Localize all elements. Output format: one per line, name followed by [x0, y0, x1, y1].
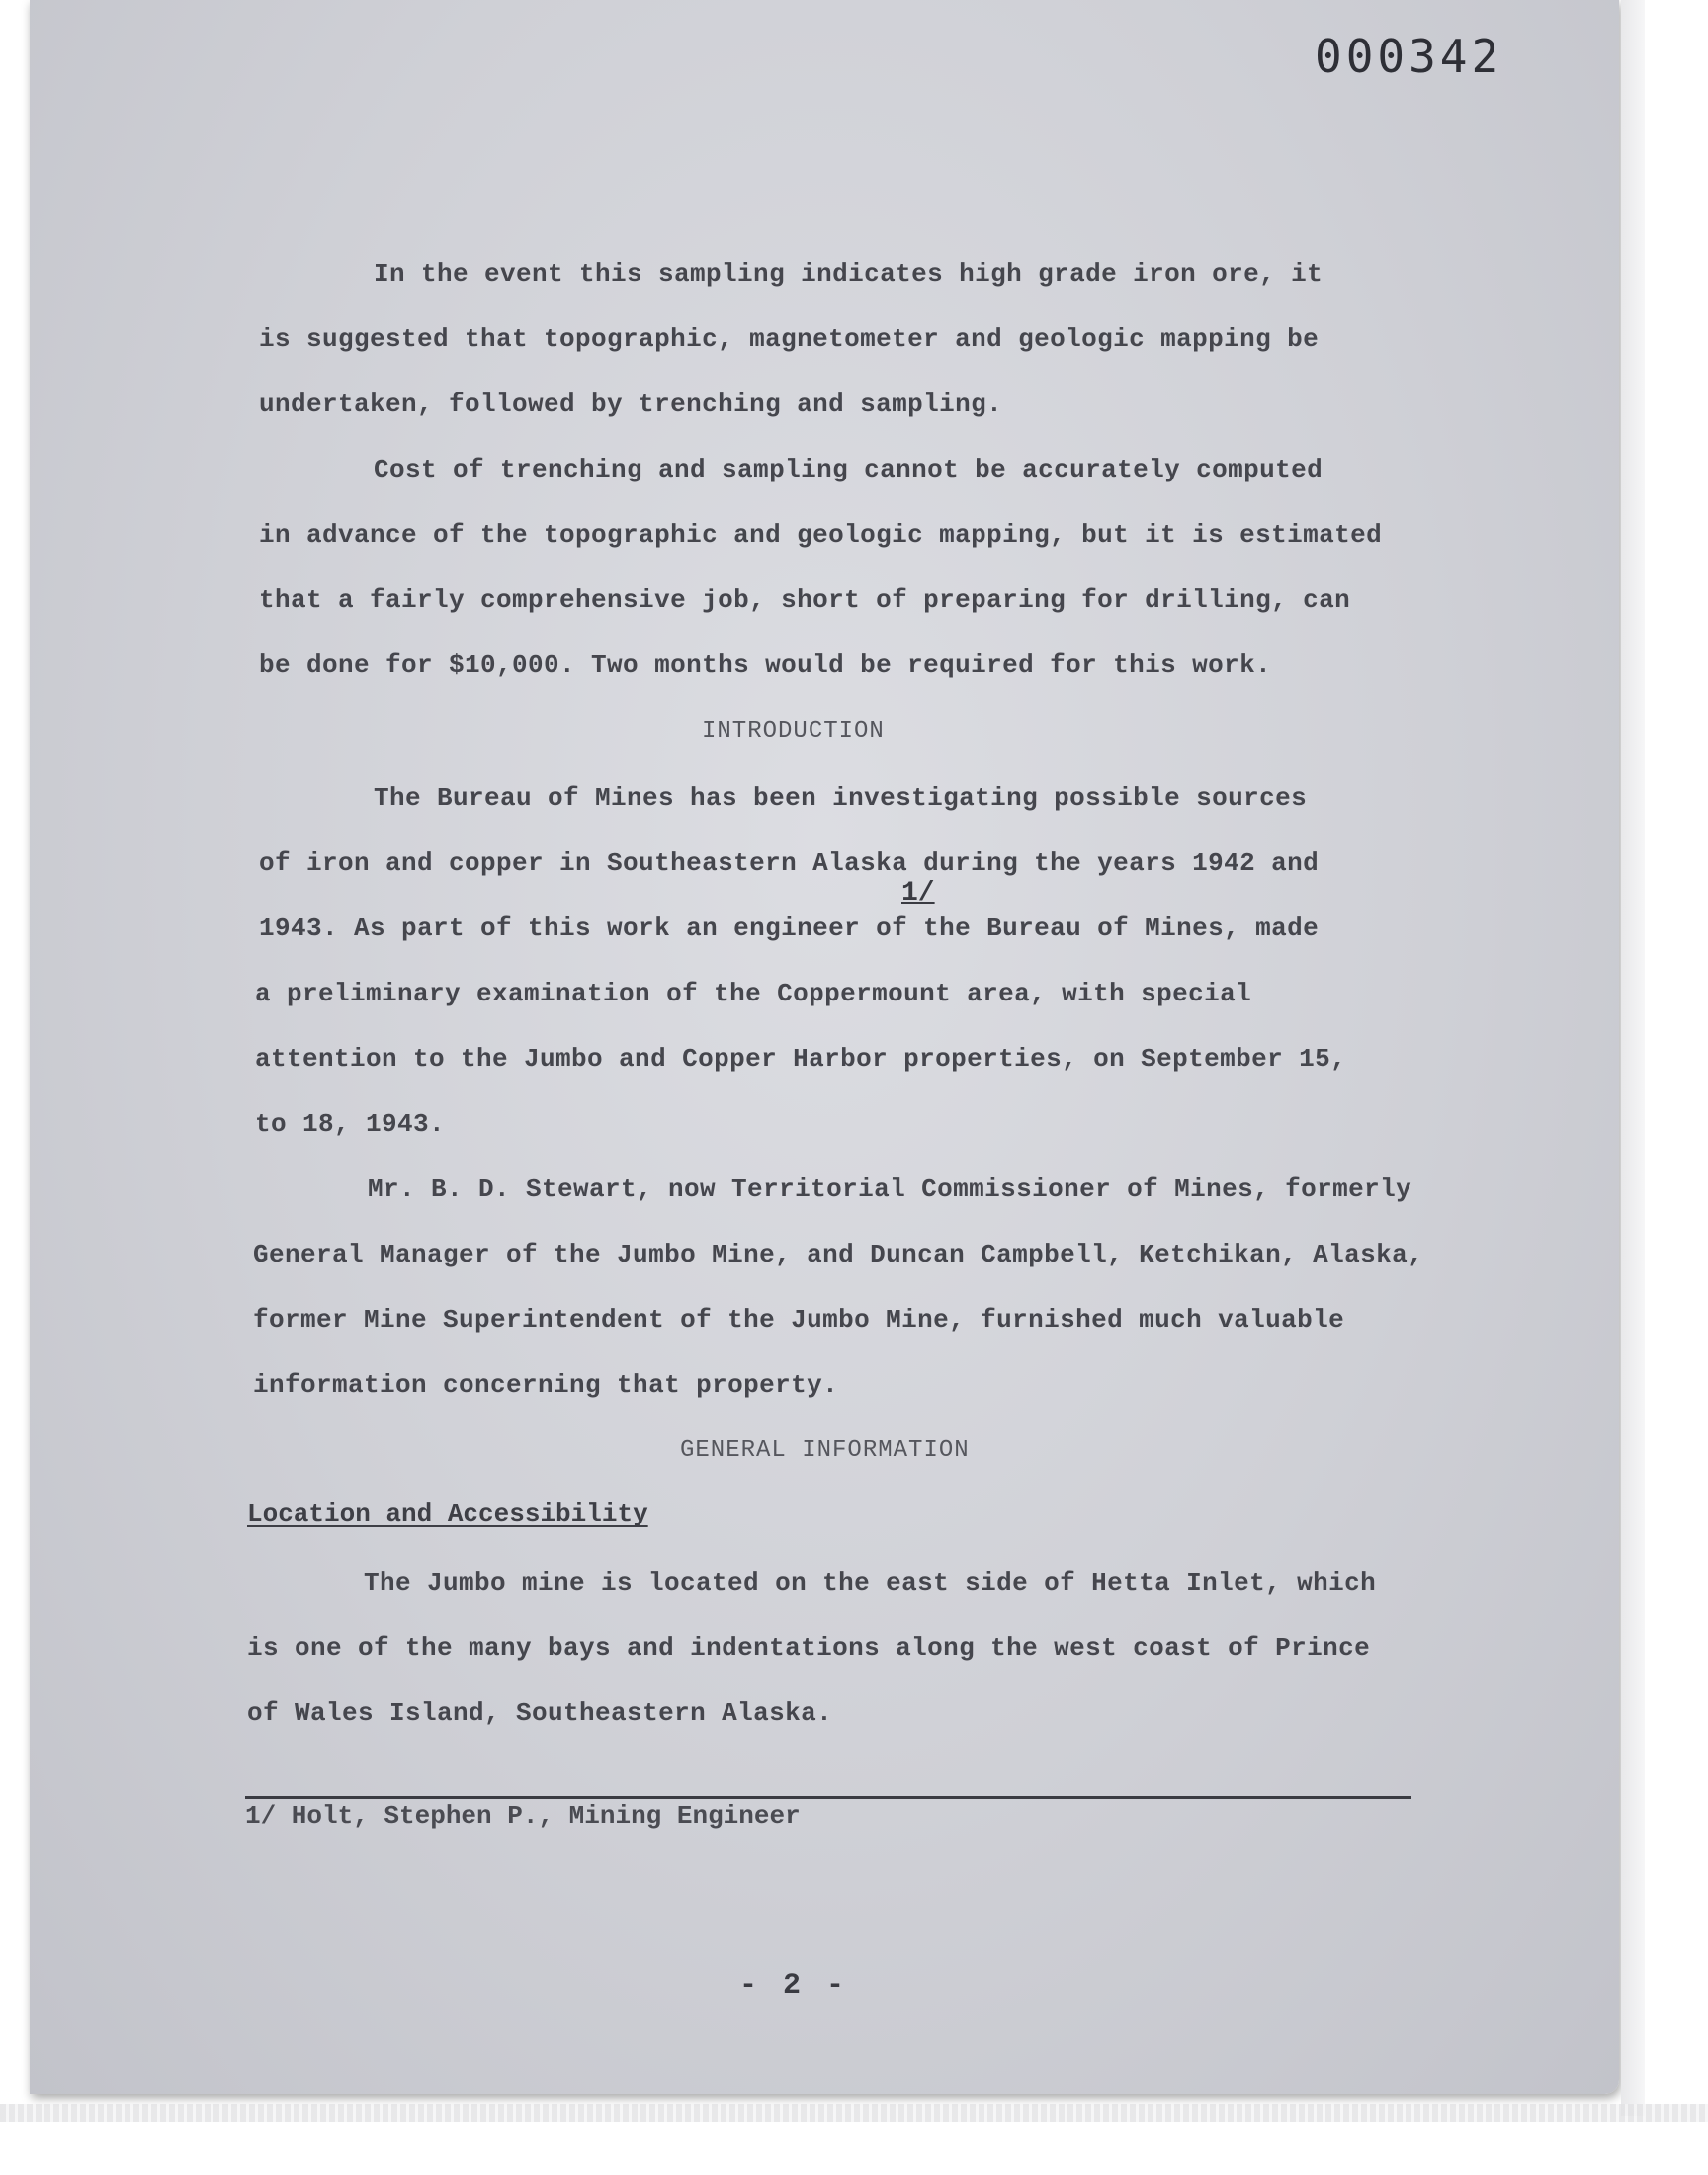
- introduction-p1-line-2: of iron and copper in Southeastern Alaska during the years 1942 and: [259, 848, 1320, 878]
- introduction-p2-line-1: Mr. B. D. Stewart, now Territorial Commissioner of Mines, formerly: [368, 1174, 1412, 1204]
- introduction-p1-line-3: 1943. As part of this work an engineer of the Bureau of Mines, made: [259, 914, 1320, 943]
- location-p-line-1: The Jumbo mine is located on the east side of Hetta Inlet, which: [364, 1568, 1377, 1598]
- introduction-p2-line-3: former Mine Superintendent of the Jumbo Mine, furnished much valuable: [253, 1305, 1345, 1335]
- page-number: - 2 -: [739, 1969, 849, 2003]
- page-id: 000342: [1315, 30, 1503, 83]
- intro-p1-line-3: undertaken, followed by trenching and sampling.: [259, 390, 1003, 419]
- location-p-line-2: is one of the many bays and indentations along the west coast of Prince: [247, 1633, 1371, 1663]
- intro-p2-line-3: that a fairly comprehensive job, short of preparing for drilling, can: [259, 585, 1351, 615]
- introduction-p1-line-1: The Bureau of Mines has been investigating possible sources: [374, 783, 1308, 813]
- introduction-p2-line-4: information concerning that property.: [253, 1370, 839, 1400]
- intro-p1-line-1: In the event this sampling indicates high grade iron ore, it: [374, 259, 1324, 289]
- introduction-p1-line-4: a preliminary examination of the Coppermount area, with special: [255, 979, 1252, 1008]
- introduction-p1-line-5: attention to the Jumbo and Copper Harbor properties, on September 15,: [255, 1044, 1347, 1074]
- intro-p2-line-2: in advance of the topographic and geologic mapping, but it is estimated: [259, 520, 1383, 550]
- introduction-p2-line-2: General Manager of the Jumbo Mine, and Duncan Campbell, Ketchikan, Alaska,: [253, 1240, 1424, 1269]
- intro-p2-line-1: Cost of trenching and sampling cannot be accurately computed: [374, 455, 1324, 484]
- footnote-reference: 1/: [901, 878, 935, 909]
- introduction-p1-line-6: to 18, 1943.: [255, 1109, 446, 1139]
- section-heading-introduction: INTRODUCTION: [702, 718, 885, 744]
- scan-margin: [1621, 0, 1645, 2116]
- footnote-rule: [245, 1796, 1411, 1799]
- section-heading-general-information: GENERAL INFORMATION: [680, 1437, 970, 1464]
- scan-edge: [0, 2104, 1708, 2122]
- subsection-heading-location: Location and Accessibility: [247, 1499, 648, 1528]
- intro-p2-line-4: be done for $10,000. Two months would be required for this work.: [259, 651, 1272, 680]
- location-p-line-3: of Wales Island, Southeastern Alaska.: [247, 1698, 833, 1728]
- intro-p1-line-2: is suggested that topographic, magnetometer and geologic mapping be: [259, 324, 1320, 354]
- footnote-text: 1/ Holt, Stephen P., Mining Engineer: [245, 1801, 801, 1831]
